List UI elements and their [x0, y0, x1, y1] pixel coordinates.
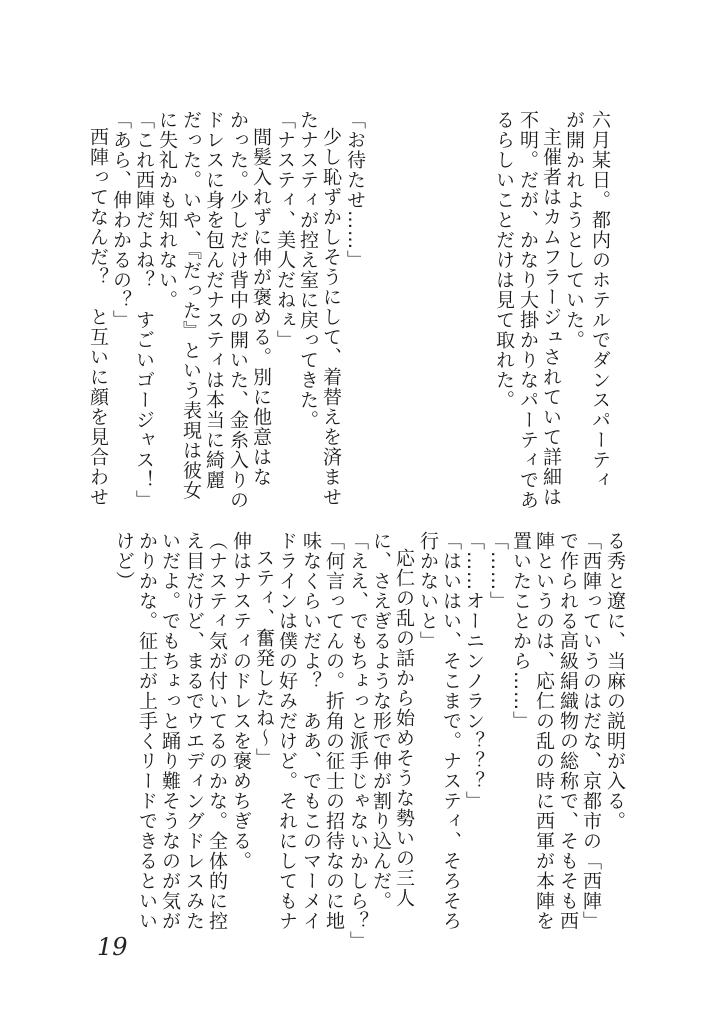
text-column: いだよ。でもちょっと踊り難そうなのが気が — [159, 531, 181, 931]
text-column: 行かないと」 — [417, 531, 439, 651]
page-number: 19 — [97, 933, 128, 961]
text-column: かった。少しだけ背中の開いた、金糸入りの — [227, 110, 249, 510]
text-column: かりかな。征士が上手くリードできるといい — [136, 531, 158, 931]
text-column: 不明。だが、かなり大掛かりなパーティであ — [517, 110, 539, 510]
text-column: 「お待たせ……」 — [344, 110, 366, 270]
text-column: 六月某日。都内のホテルでダンスパーティ — [589, 110, 611, 490]
text-column: 陣というのは、応仁の乱の時に西軍が本陣を — [533, 531, 555, 931]
text-column: 「これ西陣だよね？ すごいゴージャス！」 — [133, 110, 155, 510]
text-column: 「ナスティ、美人だねぇ」 — [274, 110, 296, 350]
text-column: 「あら、伸わかるの？」 — [110, 110, 132, 330]
text-column: 西陣ってなんだ？ と互いに顔を見合わせ — [87, 127, 109, 507]
text-column: ドラインは僕の好みだけど。それにしてもナ — [276, 531, 298, 931]
text-column: だった。いや、『だった』という表現は彼女 — [180, 110, 202, 501]
text-column: （ナスティ気が付いてるのかな。全体的に控 — [206, 531, 228, 931]
text-column: に、さえぎるような形で伸が割り込んだ。 — [370, 531, 392, 911]
text-column: 応仁の乱の話から始めそうな勢いの三人 — [393, 548, 415, 908]
text-column: けど） — [113, 531, 135, 591]
text-column: で作られる高級絹織物の総称で、そもそも西 — [557, 531, 579, 931]
text-column: が開かれようとしていた。 — [563, 110, 585, 350]
text-column: スティ、奮発したね～」 — [253, 548, 275, 768]
text-column: 置いたことから……」 — [510, 531, 532, 731]
text-column: 少し恥ずかしそうにして、着替えを済ませ — [320, 127, 342, 507]
text-column: るらしいことだけは見て取れた。 — [493, 110, 515, 410]
text-column: 伸はナスティのドレスを褒めちぎる。 — [230, 531, 252, 871]
text-column: 「……」 — [487, 531, 509, 611]
text-column: に失礼かも知れない。 — [156, 110, 178, 310]
text-column: る秀と遼に、当麻の説明が入る。 — [604, 531, 626, 831]
text-column: 「西陣っていうのはだな、京都市の「西陣」 — [580, 531, 602, 931]
text-column: 「はいはい、そこまで。ナスティ、そろそろ — [440, 531, 462, 931]
text-column: 間髪入れずに伸が褒める。別に他意はな — [250, 127, 272, 487]
text-column: 「……オーニンノラン？？？」 — [463, 531, 485, 811]
text-column: たナスティが控え室に戻ってきた。 — [297, 110, 319, 430]
text-column: 「ええ、でもちょっと派手じゃないかしら？」 — [347, 531, 369, 951]
text-column: 主催者はカムフラージュされていて詳細は — [540, 127, 562, 507]
text-column: 「何言ってんの。折角の征士の招待なのに地 — [323, 531, 345, 931]
text-column: ドレスに身を包んだナスティは本当に綺麗 — [203, 110, 225, 490]
text-column: 味なくらいだよ？ ああ、でもこのマーメイ — [300, 531, 322, 931]
text-column: え目だけど、まるでウエディングドレスみた — [183, 531, 205, 931]
